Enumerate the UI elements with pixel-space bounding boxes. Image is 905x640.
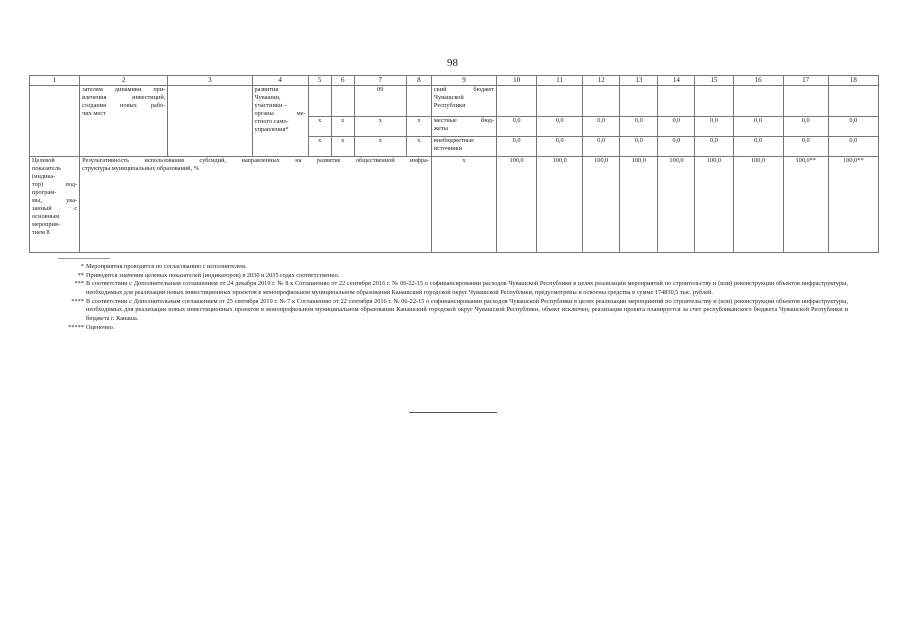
value-cell: 0,0	[583, 116, 620, 136]
code-cell: х	[354, 116, 406, 136]
cell-line: развития	[254, 85, 279, 93]
cell-line: чих мест	[82, 110, 106, 118]
header-cell: 11	[537, 76, 583, 86]
indicator-description-cell	[80, 156, 432, 252]
cell-line: (индика-	[32, 173, 56, 181]
cell-line: програм-	[32, 189, 57, 197]
cell-line: занный с	[32, 205, 78, 213]
cell-line: управления*	[254, 126, 289, 134]
header-cell: 13	[620, 76, 658, 86]
value-cell: 0,0	[695, 116, 733, 136]
code-cell: 09	[354, 85, 406, 116]
header-cell: 5	[308, 76, 331, 86]
code-cell: х	[406, 136, 431, 156]
executor-cell	[252, 85, 308, 156]
value-cell: 100,0**	[828, 156, 878, 252]
footnote-text: В соответствии с Дополнительным соглашением от 24 декабря 2019 г. № 8 к Соглашению от 22 сентября 2016 г. № 06-22-15 о софинансировании расходов Чувашской Республики в целях реализации мероприятий по строительству и (или) реконструкции объектов инфраструктуры, необходимых для реализации новых инвестиционных проектов в монопрофильном муниципальном образовании Канашский городской округ Чувашской Республики, предусмотрены и освоены средства в сумме 174830,5 тыс. рублей.	[86, 280, 848, 297]
table-cell	[620, 85, 658, 116]
indicator-row	[30, 156, 879, 252]
header-cell: 2	[80, 76, 168, 86]
value-cell: 0,0	[733, 116, 783, 136]
table-cell	[783, 85, 828, 116]
cell-line: мы, ука-	[32, 197, 78, 205]
cell-line: ский бюджет	[433, 85, 495, 93]
cell-line: Чувашской	[433, 94, 464, 101]
code-cell: х	[308, 116, 331, 136]
cell-line: жеты	[433, 125, 448, 132]
page-number: 98	[447, 57, 458, 69]
funding-source-cell	[431, 116, 496, 136]
footnote	[58, 298, 848, 324]
table-cell	[30, 85, 80, 156]
value-cell: 0,0	[620, 136, 658, 156]
cell-line: показатель	[32, 165, 61, 172]
value-cell: 0,0	[537, 116, 583, 136]
header-cell: 10	[497, 76, 537, 86]
cell-line: тор) под-	[32, 181, 78, 189]
indicator-label-cell	[30, 156, 80, 252]
table-cell	[695, 85, 733, 116]
cell-line: мероприя-	[32, 221, 60, 229]
funding-source-cell	[431, 136, 496, 156]
cell-line: Республики	[433, 102, 466, 110]
value-cell: 100,0	[583, 156, 620, 252]
value-cell: 100,0	[620, 156, 658, 252]
table-cell	[537, 85, 583, 116]
code-cell: х	[331, 116, 354, 136]
footnote	[58, 280, 848, 297]
value-cell: 0,0	[828, 116, 878, 136]
value-cell: 0,0	[658, 136, 695, 156]
cell-line: влечения инвестиций,	[82, 94, 166, 101]
footnote-mark: *****	[68, 323, 84, 331]
header-cell: 6	[331, 76, 354, 86]
header-cell: 16	[733, 76, 783, 86]
cell-line: структуры муниципальных образований, %	[82, 165, 199, 172]
table-cell	[331, 85, 354, 116]
header-cell: 4	[252, 76, 308, 86]
value-cell: 0,0	[497, 116, 537, 136]
table-cell	[658, 85, 695, 116]
header-cell: 1	[30, 76, 80, 86]
program-table	[29, 75, 879, 253]
value-cell: 100,0	[497, 156, 537, 252]
measure-description-cell	[80, 85, 168, 156]
value-cell: 0,0	[695, 136, 733, 156]
table-cell	[828, 85, 878, 116]
header-cell: 18	[828, 76, 878, 86]
value-cell: 0,0	[537, 136, 583, 156]
cell-line: местные бюд-	[433, 116, 495, 124]
footnote-text: Приводятся значения целевых показателей (индикаторов) в 2030 и 2035 годах соответственно.	[86, 271, 340, 279]
cell-line: Чувашии,	[254, 94, 281, 101]
table-cell	[406, 85, 431, 116]
code-cell: х	[308, 136, 331, 156]
cell-line: стного само-	[254, 118, 289, 126]
table-cell	[583, 85, 620, 116]
value-cell: 100,0	[695, 156, 733, 252]
value-cell: 0,0	[620, 116, 658, 136]
table-cell	[733, 85, 783, 116]
cell-line: Результативность использования субсидий, направленных на развитие общественной инфра-	[82, 156, 429, 164]
value-cell: 0,0	[783, 136, 828, 156]
value-cell: 0,0	[733, 136, 783, 156]
cell-line: тием 8	[32, 229, 50, 237]
table-cell	[308, 85, 331, 116]
value-cell: 100,0	[658, 156, 695, 252]
table-cell	[497, 85, 537, 116]
header-cell: 17	[783, 76, 828, 86]
footnote-separator	[58, 258, 110, 259]
footnote	[58, 263, 848, 272]
header-cell: 12	[583, 76, 620, 86]
footnote-mark: ****	[71, 297, 84, 305]
code-cell: х	[354, 136, 406, 156]
end-of-document-rule	[409, 412, 497, 413]
header-cell: 7	[354, 76, 406, 86]
cell-line: основным	[32, 213, 60, 221]
footnote	[58, 324, 848, 333]
code-cell: х	[406, 116, 431, 136]
code-cell: х	[331, 136, 354, 156]
column-number-row	[30, 76, 879, 86]
table-cell	[168, 85, 252, 156]
footnotes	[58, 258, 848, 333]
header-cell: 9	[431, 76, 496, 86]
header-cell: 15	[695, 76, 733, 86]
value-cell: 0,0	[828, 136, 878, 156]
value-cell: 0,0	[783, 116, 828, 136]
cell-line: органы ме-	[254, 110, 306, 118]
value-cell: 100,0**	[783, 156, 828, 252]
value-cell: 100,0	[537, 156, 583, 252]
footnote-text: Оценочно.	[86, 323, 115, 331]
value-cell: 0,0	[583, 136, 620, 156]
code-cell: х	[431, 156, 496, 252]
funding-source-cell	[431, 85, 496, 116]
cell-line: создания новых рабо-	[82, 102, 166, 110]
cell-line: внебюджетные	[433, 136, 475, 144]
header-cell: 8	[406, 76, 431, 86]
value-cell: 0,0	[658, 116, 695, 136]
header-cell: 3	[168, 76, 252, 86]
header-cell: 14	[658, 76, 695, 86]
footnote-text: Мероприятия проводятся по согласованию с исполнителем.	[86, 263, 247, 270]
value-cell: 100,0	[733, 156, 783, 252]
cell-line: Целевой	[32, 156, 55, 164]
cell-line: участники –	[254, 102, 288, 110]
table-row	[30, 85, 879, 116]
cell-line: источники	[433, 145, 463, 152]
footnote-text: В соответствии с Дополнительным соглашением от 25 сентября 2019 г. № 7 к Соглашению от 22 сентября 2016 г. № 06-22-15 о софинансировании расходов Чувашской Республики в целях реализации мероприятий по строительству и (или) реконструкции объектов инфраструктуры, необходимых для реализации новых инвестиционных проектов в монопрофильном муниципальном образовании Канашский городской округ Чувашской Республики, объект исключен, реализация проекта планируется за счет республиканского бюджета Чувашской Республики и бюджета г. Канаша.	[86, 297, 848, 323]
footnote	[58, 272, 848, 281]
cell-line: зателям динамики при-	[82, 85, 166, 93]
footnote-mark: *	[80, 263, 84, 270]
footnote-mark: **	[77, 271, 84, 279]
footnote-mark: ***	[74, 280, 84, 288]
value-cell: 0,0	[497, 136, 537, 156]
